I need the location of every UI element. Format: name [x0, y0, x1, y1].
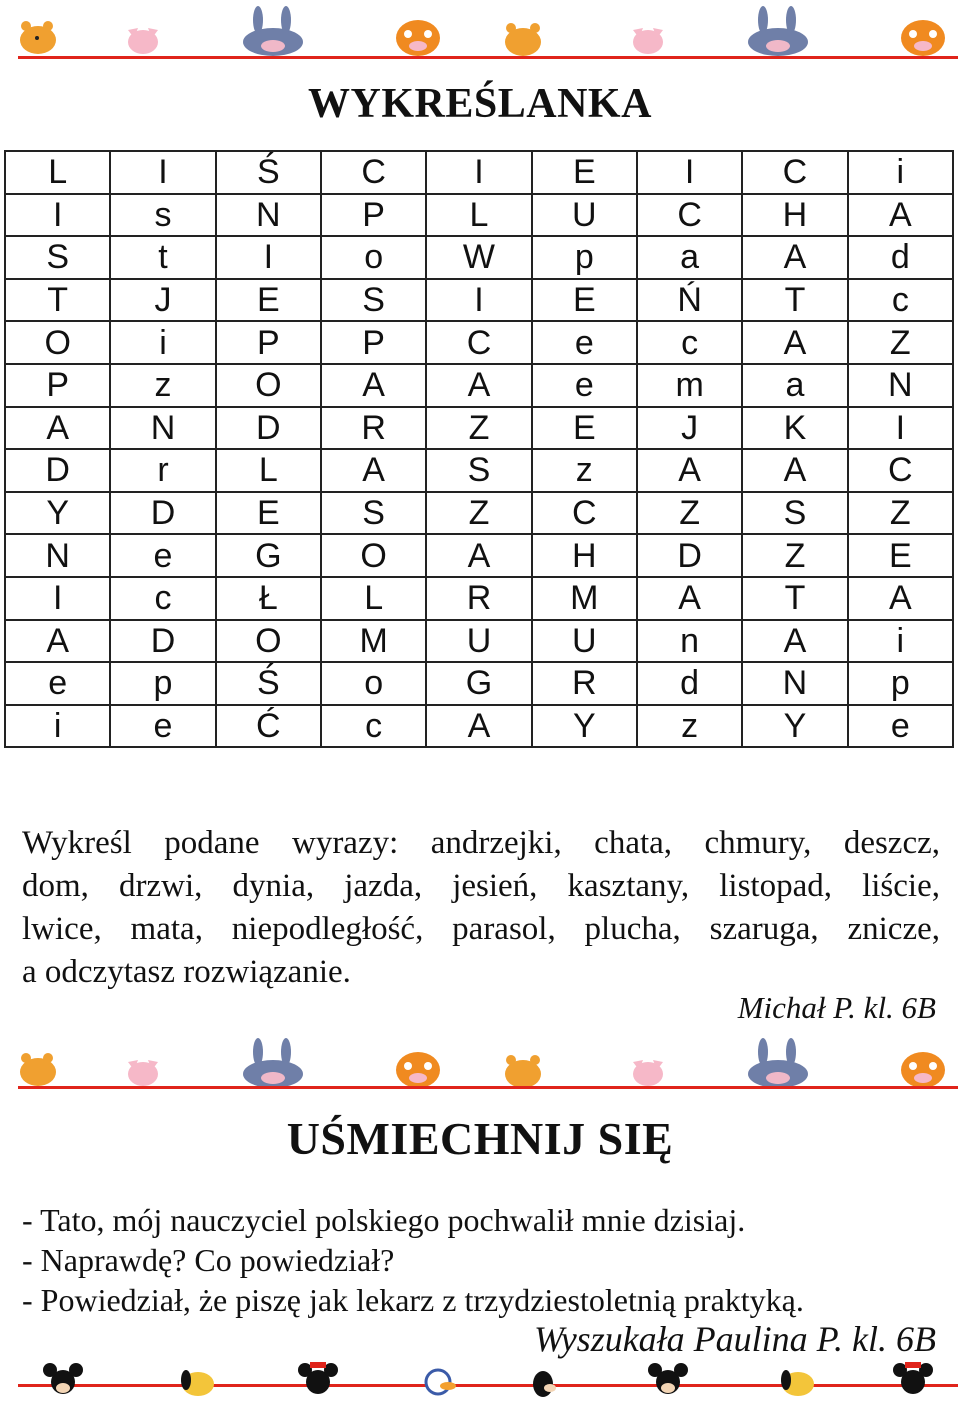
- grid-row: [5, 705, 953, 748]
- grid-cell: J: [110, 279, 215, 322]
- tigger-icon: [396, 1052, 440, 1088]
- grid-cell: P: [5, 364, 110, 407]
- grid-cell: P: [321, 194, 426, 237]
- eeyore-icon: [748, 1038, 808, 1088]
- pooh-bear-icon: [505, 23, 541, 56]
- grid-cell: A: [848, 194, 953, 237]
- grid-row: [5, 449, 953, 492]
- grid-row: [5, 534, 953, 577]
- grid-cell: C: [742, 151, 847, 194]
- grid-cell: A: [848, 577, 953, 620]
- grid-cell: L: [426, 194, 531, 237]
- grid-row: [5, 194, 953, 237]
- grid-cell: A: [742, 236, 847, 279]
- grid-cell: Z: [848, 321, 953, 364]
- instruction-line: a odczytasz rozwiązanie.: [22, 954, 351, 990]
- grid-cell: A: [5, 620, 110, 663]
- grid-row: [5, 620, 953, 663]
- grid-cell: n: [637, 620, 742, 663]
- grid-row: [5, 151, 953, 194]
- grid-cell: e: [110, 534, 215, 577]
- grid-cell: c: [637, 321, 742, 364]
- grid-cell: s: [110, 194, 215, 237]
- instruction-line: lwice, mata, niepodległość, parasol, plucha, szaruga, znicze,: [22, 911, 940, 947]
- grid-cell: Ś: [216, 151, 321, 194]
- grid-cell: A: [742, 321, 847, 364]
- eeyore-icon: [243, 6, 303, 56]
- grid-cell: d: [637, 662, 742, 705]
- grid-cell: Z: [637, 492, 742, 535]
- grid-cell: e: [5, 662, 110, 705]
- grid-cell: D: [216, 407, 321, 450]
- grid-cell: Z: [426, 492, 531, 535]
- grid-cell: z: [110, 364, 215, 407]
- grid-cell: Ń: [637, 279, 742, 322]
- grid-cell: P: [216, 321, 321, 364]
- grid-cell: N: [742, 662, 847, 705]
- instruction-line: dom, drzwi, dynia, jazda, jesień, kasztany, listopad, liście,: [22, 868, 940, 904]
- grid-cell: Ł: [216, 577, 321, 620]
- grid-row: [5, 279, 953, 322]
- pooh-bear-icon: [505, 1055, 541, 1088]
- grid-cell: R: [532, 662, 637, 705]
- grid-cell: S: [5, 236, 110, 279]
- grid-cell: Z: [742, 534, 847, 577]
- piglet-icon: [128, 1060, 158, 1086]
- grid-cell: I: [5, 577, 110, 620]
- grid-cell: S: [321, 492, 426, 535]
- grid-cell: E: [532, 151, 637, 194]
- grid-cell: A: [426, 534, 531, 577]
- donald-duck-icon: [426, 1370, 456, 1394]
- grid-cell: Ć: [216, 705, 321, 748]
- grid-cell: i: [110, 321, 215, 364]
- grid-cell: o: [321, 236, 426, 279]
- tigger-icon: [901, 20, 945, 56]
- eeyore-icon: [243, 1038, 303, 1088]
- grid-row: [5, 407, 953, 450]
- tigger-icon: [901, 1052, 945, 1088]
- piglet-icon: [633, 28, 663, 54]
- grid-cell: Y: [5, 492, 110, 535]
- grid-cell: E: [532, 407, 637, 450]
- grid-cell: L: [5, 151, 110, 194]
- grid-cell: G: [216, 534, 321, 577]
- grid-cell: D: [5, 449, 110, 492]
- grid-cell: D: [637, 534, 742, 577]
- grid-row: [5, 492, 953, 535]
- grid-cell: E: [532, 279, 637, 322]
- grid-cell: Y: [742, 705, 847, 748]
- puzzle-instructions: [22, 822, 940, 994]
- grid-cell: I: [216, 236, 321, 279]
- eeyore-icon: [748, 6, 808, 56]
- grid-cell: I: [5, 194, 110, 237]
- grid-cell: A: [637, 449, 742, 492]
- grid-cell: H: [742, 194, 847, 237]
- grid-cell: I: [426, 279, 531, 322]
- grid-row: [5, 236, 953, 279]
- grid-cell: M: [532, 577, 637, 620]
- grid-row: [5, 662, 953, 705]
- grid-cell: I: [110, 151, 215, 194]
- grid-cell: A: [426, 705, 531, 748]
- grid-cell: e: [110, 705, 215, 748]
- grid-cell: O: [216, 364, 321, 407]
- grid-cell: E: [216, 492, 321, 535]
- grid-cell: P: [321, 321, 426, 364]
- grid-row: [5, 321, 953, 364]
- mickey-mouse-icon: [43, 1363, 83, 1394]
- grid-cell: O: [216, 620, 321, 663]
- grid-cell: A: [5, 407, 110, 450]
- grid-cell: Y: [532, 705, 637, 748]
- grid-cell: i: [848, 620, 953, 663]
- grid-cell: C: [637, 194, 742, 237]
- piglet-icon: [633, 1060, 663, 1086]
- grid-cell: G: [426, 662, 531, 705]
- grid-cell: D: [110, 620, 215, 663]
- grid-cell: L: [321, 577, 426, 620]
- grid-cell: A: [321, 364, 426, 407]
- grid-cell: I: [637, 151, 742, 194]
- grid-row: [5, 364, 953, 407]
- grid-cell: U: [426, 620, 531, 663]
- grid-cell: W: [426, 236, 531, 279]
- grid-cell: e: [532, 321, 637, 364]
- grid-cell: Ś: [216, 662, 321, 705]
- grid-cell: A: [742, 449, 847, 492]
- grid-cell: I: [848, 407, 953, 450]
- grid-cell: Z: [426, 407, 531, 450]
- joke-title: UŚMIECHNIJ SIĘ: [286, 1113, 674, 1164]
- grid-cell: T: [742, 577, 847, 620]
- grid-cell: c: [848, 279, 953, 322]
- grid-cell: S: [742, 492, 847, 535]
- pluto-icon: [781, 1370, 814, 1396]
- grid-cell: p: [110, 662, 215, 705]
- pooh-bear-icon: [20, 1053, 56, 1086]
- bottom-character-border: [18, 1358, 958, 1410]
- grid-cell: A: [426, 364, 531, 407]
- grid-cell: I: [426, 151, 531, 194]
- grid-cell: a: [637, 236, 742, 279]
- grid-cell: t: [110, 236, 215, 279]
- instruction-line: Wykreśl podane wyrazy: andrzejki, chata, chmury, deszcz,: [22, 825, 940, 861]
- piglet-icon: [128, 28, 158, 54]
- grid-cell: e: [532, 364, 637, 407]
- grid-cell: O: [5, 321, 110, 364]
- minnie-mouse-icon: [893, 1362, 933, 1394]
- joke-line: - Powiedział, że piszę jak lekarz z trzydziestoletnią praktyką.: [22, 1282, 804, 1318]
- tigger-icon: [396, 20, 440, 56]
- grid-cell: M: [321, 620, 426, 663]
- grid-cell: A: [637, 577, 742, 620]
- grid-cell: m: [637, 364, 742, 407]
- grid-cell: U: [532, 194, 637, 237]
- grid-cell: r: [110, 449, 215, 492]
- middle-character-border: [18, 1036, 958, 1094]
- grid-cell: d: [848, 236, 953, 279]
- grid-cell: p: [848, 662, 953, 705]
- puzzle-title: WYKREŚLANKA: [308, 81, 652, 127]
- grid-cell: L: [216, 449, 321, 492]
- grid-cell: D: [110, 492, 215, 535]
- grid-cell: R: [426, 577, 531, 620]
- grid-cell: J: [637, 407, 742, 450]
- grid-cell: o: [321, 662, 426, 705]
- grid-row: [5, 577, 953, 620]
- joke-text: [22, 1200, 804, 1320]
- grid-cell: i: [5, 705, 110, 748]
- minnie-mouse-icon: [298, 1362, 338, 1394]
- grid-cell: C: [321, 151, 426, 194]
- grid-cell: C: [426, 321, 531, 364]
- grid-cell: p: [532, 236, 637, 279]
- grid-cell: R: [321, 407, 426, 450]
- grid-cell: z: [532, 449, 637, 492]
- pooh-bear-icon: [20, 21, 56, 54]
- grid-cell: N: [216, 194, 321, 237]
- grid-cell: K: [742, 407, 847, 450]
- grid-cell: H: [532, 534, 637, 577]
- grid-cell: c: [321, 705, 426, 748]
- grid-cell: e: [848, 705, 953, 748]
- joke-line: - Naprawdę? Co powiedział?: [22, 1242, 395, 1278]
- joke-author: Wyszukała Paulina P. kl. 6B: [534, 1319, 936, 1359]
- mickey-mouse-icon: [648, 1363, 688, 1394]
- grid-cell: A: [742, 620, 847, 663]
- grid-cell: U: [532, 620, 637, 663]
- grid-cell: S: [426, 449, 531, 492]
- grid-cell: C: [848, 449, 953, 492]
- grid-cell: Z: [848, 492, 953, 535]
- joke-line: - Tato, mój nauczyciel polskiego pochwalił mnie dzisiaj.: [22, 1202, 746, 1238]
- grid-cell: O: [321, 534, 426, 577]
- grid-cell: i: [848, 151, 953, 194]
- grid-cell: N: [5, 534, 110, 577]
- top-character-border: [18, 4, 958, 62]
- pluto-icon: [181, 1370, 214, 1396]
- grid-cell: A: [321, 449, 426, 492]
- grid-cell: C: [532, 492, 637, 535]
- puzzle-author: Michał P. kl. 6B: [737, 990, 936, 1025]
- grid-cell: E: [216, 279, 321, 322]
- grid-cell: N: [110, 407, 215, 450]
- grid-cell: S: [321, 279, 426, 322]
- grid-cell: z: [637, 705, 742, 748]
- grid-cell: T: [742, 279, 847, 322]
- word-search-grid: [4, 150, 954, 748]
- grid-cell: c: [110, 577, 215, 620]
- grid-cell: T: [5, 279, 110, 322]
- grid-cell: a: [742, 364, 847, 407]
- grid-cell: N: [848, 364, 953, 407]
- grid-cell: E: [848, 534, 953, 577]
- goofy-icon: [533, 1371, 556, 1397]
